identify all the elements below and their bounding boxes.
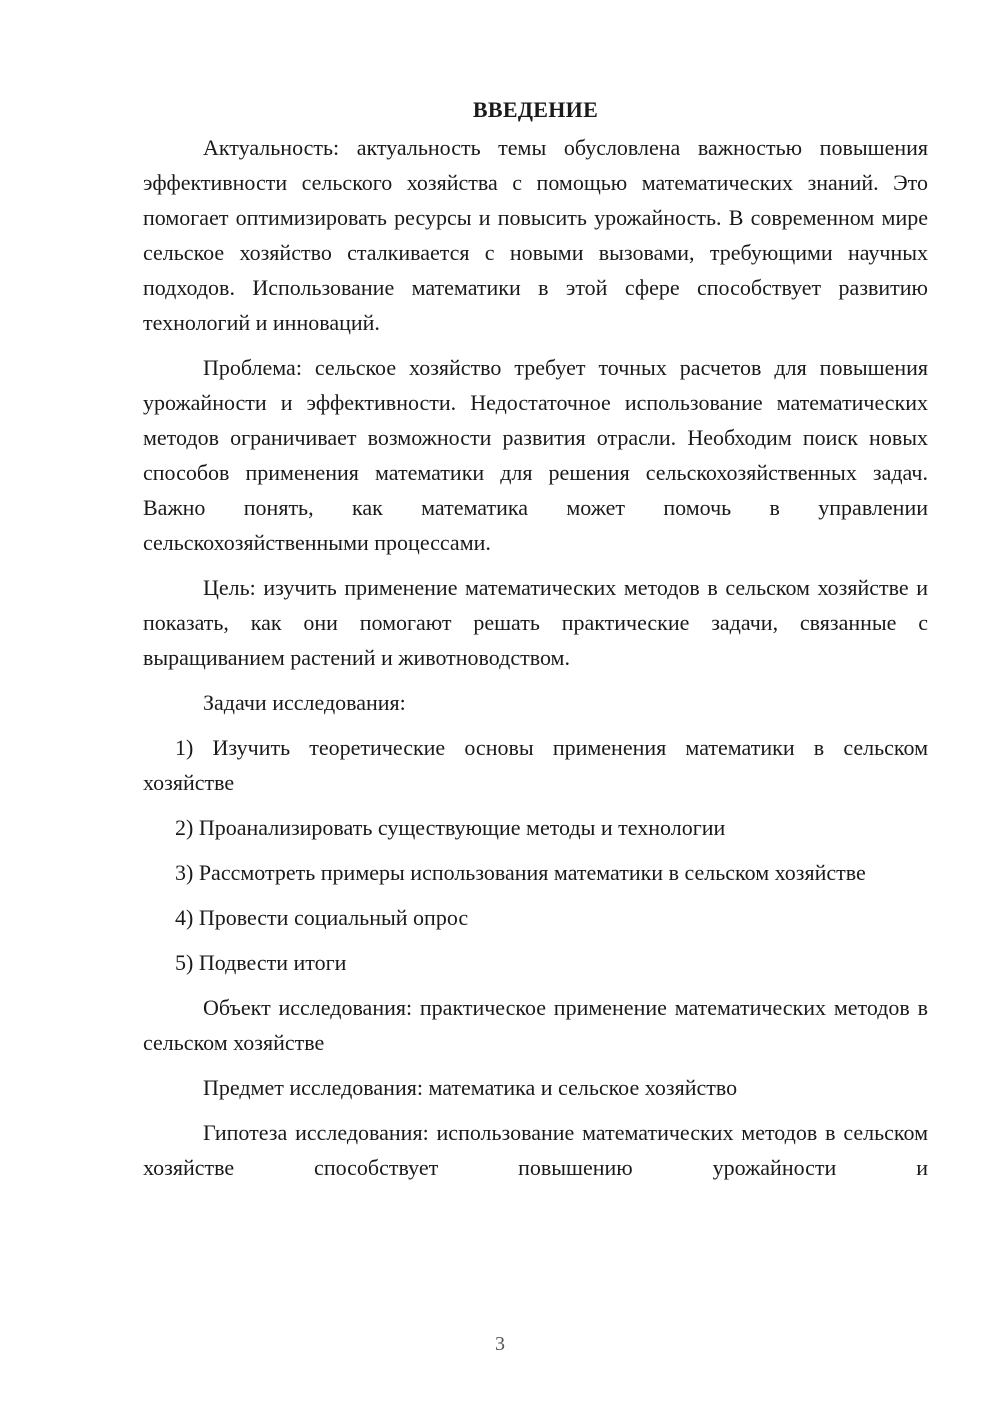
task-item-1: 1) Изучить теоретические основы применения математики в сельском хозяйстве: [143, 735, 928, 795]
paragraph-tasks-title: Задачи исследования:: [203, 690, 406, 715]
task-item-5: 5) Подвести итоги: [175, 950, 347, 975]
task-item-3: 3) Рассмотреть примеры использования математики в сельском хозяйстве: [175, 860, 866, 885]
document-page: [143, 92, 928, 1195]
paragraph-subject: Предмет исследования: математика и сельское хозяйство: [203, 1075, 738, 1100]
task-item-2: 2) Проанализировать существующие методы и технологии: [175, 815, 726, 840]
task-item-4: 4) Провести социальный опрос: [175, 905, 469, 930]
paragraph-relevance: Актуальность: актуальность темы обусловлена важностью повышения эффективности сельского хозяйства с помощью математических знаний. Это помогает оптимизировать ресурсы и повысить урожайность. В современном мире сельское хозяйство сталкивается с новыми вызовами, требующими научных подходов. Использование математики в этой сфере способствует развитию технологий и инноваций.: [143, 135, 928, 335]
section-heading: ВВЕДЕНИЕ: [472, 97, 599, 122]
paragraph-goal: Цель: изучить применение математических методов в сельском хозяйстве и показать, как они помогают решать практические задачи, связанные с выращиванием растений и животноводством.: [143, 575, 928, 670]
paragraph-problem: Проблема: сельское хозяйство требует точных расчетов для повышения урожайности и эффективности. Недостаточное использование математических методов ограничивает возможности развития отрасли. Необходим поиск новых способов применения математики для решения сельскохозяйственных задач. Важно понять, как математика может помочь в управлении сельскохозяйственными процессами.: [143, 355, 928, 555]
page-number: 3: [495, 1333, 505, 1355]
paragraph-object: Объект исследования: практическое применение математических методов в сельском хозяйстве: [143, 995, 928, 1055]
paragraph-hypothesis: Гипотеза исследования: использование математических методов в сельском хозяйстве способствует повышению урожайности и: [143, 1120, 928, 1180]
